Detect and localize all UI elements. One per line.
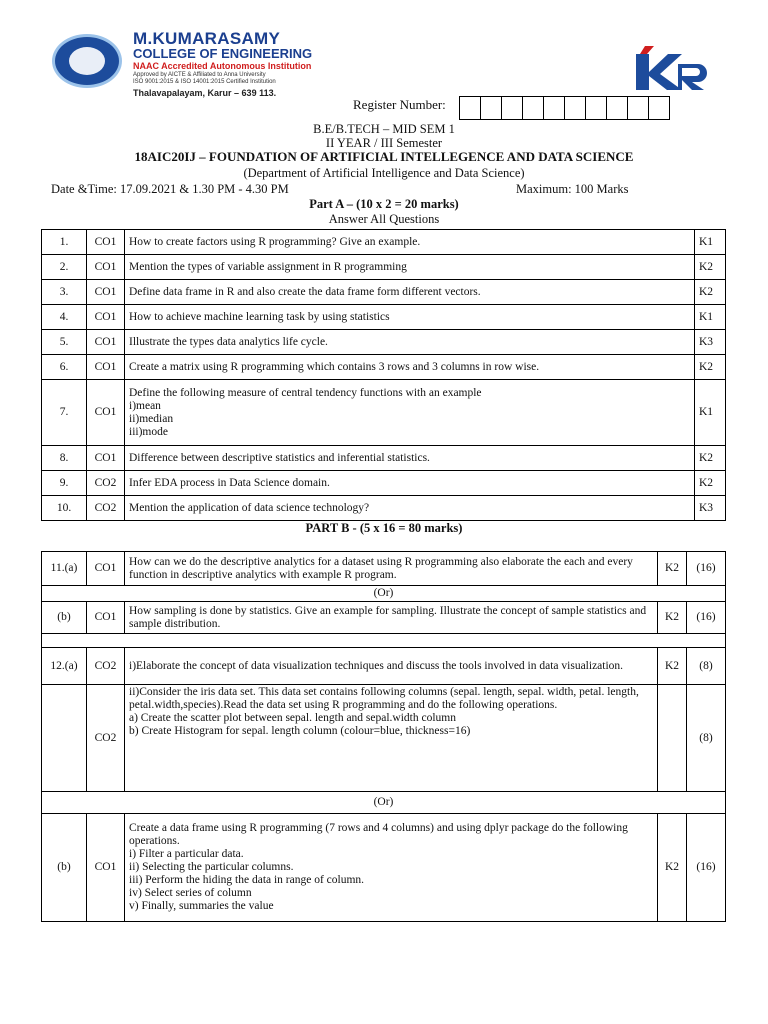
page-header [0, 0, 768, 100]
marks: (16) [687, 602, 726, 634]
table-row [42, 280, 726, 305]
knowledge-level: K1 [695, 230, 726, 255]
blank-row [42, 634, 726, 648]
part-b-table [41, 551, 726, 922]
question-number: 3. [42, 280, 87, 305]
question-number: 6. [42, 355, 87, 380]
table-row [42, 496, 726, 521]
question-number [42, 685, 87, 792]
knowledge-level: K2 [695, 255, 726, 280]
question-text: Difference between descriptive statistics and inferential statistics. [125, 446, 695, 471]
course-title: 18AIC20IJ – FOUNDATION OF ARTIFICIAL INTELLEGENCE AND DATA SCIENCE [134, 149, 634, 164]
marks: (16) [687, 552, 726, 586]
question-text: Infer EDA process in Data Science domain. [125, 471, 695, 496]
question-number: 8. [42, 446, 87, 471]
table-row [42, 602, 726, 634]
question-number: (b) [42, 602, 87, 634]
knowledge-level: K2 [658, 602, 687, 634]
question-text: How can we do the descriptive analytics for a dataset using R programming also elaborate the each and every function in descriptive analytics with example R program. [125, 552, 658, 586]
knowledge-level: K2 [658, 552, 687, 586]
program-line: B.E/B.TECH – MID SEM 1 [313, 122, 455, 136]
table-row [42, 648, 726, 685]
knowledge-level: K2 [695, 471, 726, 496]
question-number: 12.(a) [42, 648, 87, 685]
table-row [42, 330, 726, 355]
question-text: Mention the application of data science technology? [125, 496, 695, 521]
question-number: 2. [42, 255, 87, 280]
or-divider: (Or) [42, 792, 726, 814]
question-text: Define data frame in R and also create the data frame form different vectors. [125, 280, 695, 305]
course-outcome: CO1 [87, 380, 125, 446]
table-row [42, 230, 726, 255]
question-number: 4. [42, 305, 87, 330]
course-outcome: CO2 [87, 685, 125, 792]
table-row [42, 471, 726, 496]
knowledge-level: K2 [695, 446, 726, 471]
college-name: M.KUMARASAMY [133, 29, 281, 48]
question-text: How to achieve machine learning task by using statistics [125, 305, 695, 330]
knowledge-level: K3 [695, 330, 726, 355]
knowledge-level: K2 [658, 648, 687, 685]
or-divider: (Or) [42, 586, 726, 602]
part-b-title: PART B - (5 x 16 = 80 marks) [305, 521, 463, 535]
knowledge-level: K1 [695, 380, 726, 446]
knowledge-level: K2 [695, 280, 726, 305]
question-number: 10. [42, 496, 87, 521]
college-address: Thalavapalayam, Karur – 639 113. [133, 88, 277, 98]
course-outcome: CO1 [87, 814, 125, 922]
marks: (16) [687, 814, 726, 922]
marks: (8) [687, 648, 726, 685]
part-a-title: Part A – (10 x 2 = 20 marks) [309, 197, 459, 211]
course-outcome: CO1 [87, 280, 125, 305]
approval-text: Approved by AICTE & Affiliated to Anna University [133, 72, 266, 78]
table-row [42, 446, 726, 471]
question-number: 7. [42, 380, 87, 446]
course-outcome: CO1 [87, 255, 125, 280]
maximum-marks: Maximum: 100 Marks [516, 182, 629, 196]
question-number: (b) [42, 814, 87, 922]
question-text: Create a matrix using R programming which contains 3 rows and 3 columns in row wise. [125, 355, 695, 380]
course-outcome: CO2 [87, 648, 125, 685]
table-row [42, 305, 726, 330]
question-number: 9. [42, 471, 87, 496]
table-row [42, 685, 726, 792]
table-row [42, 814, 726, 922]
question-text: Illustrate the types data analytics life cycle. [125, 330, 695, 355]
department-line: (Department of Artificial Intelligence and Data Science) [243, 166, 525, 180]
question-number: 5. [42, 330, 87, 355]
college-subtitle: COLLEGE OF ENGINEERING [133, 46, 313, 61]
table-row [42, 380, 726, 446]
college-seal-icon [52, 34, 122, 88]
question-text: Create a data frame using R programming (7 rows and 4 columns) and using dplyr package do the following operations. i) Filter a particular data. ii) Selecting the particular columns. iii) Perform the hiding the data in range of column. iv) Select series of column v) Finally, summaries the value [125, 814, 658, 922]
knowledge-level: K2 [658, 814, 687, 922]
course-outcome: CO1 [87, 355, 125, 380]
knowledge-level: K1 [695, 305, 726, 330]
marks: (8) [687, 685, 726, 792]
knowledge-level: K3 [695, 496, 726, 521]
iso-text: ISO 9001:2015 & ISO 14001:2015 Certified Institution [133, 79, 276, 85]
course-outcome: CO2 [87, 471, 125, 496]
course-outcome: CO1 [87, 602, 125, 634]
table-row [42, 355, 726, 380]
question-number: 1. [42, 230, 87, 255]
kr-logo-icon [632, 44, 712, 92]
course-outcome: CO1 [87, 305, 125, 330]
part-a-table [41, 229, 726, 521]
table-row [42, 634, 726, 648]
knowledge-level [658, 685, 687, 792]
register-number-boxes[interactable] [460, 96, 670, 120]
knowledge-level: K2 [695, 355, 726, 380]
question-text: i)Elaborate the concept of data visualization techniques and discuss the tools involved in data visualization. [125, 648, 658, 685]
course-outcome: CO1 [87, 330, 125, 355]
date-time: Date &Time: 17.09.2021 & 1.30 PM - 4.30 PM [51, 182, 289, 196]
year-line: II YEAR / III Semester [325, 136, 443, 150]
question-text: How to create factors using R programming? Give an example. [125, 230, 695, 255]
part-a-instructions: Answer All Questions [328, 212, 440, 226]
table-row [42, 255, 726, 280]
course-outcome: CO1 [87, 552, 125, 586]
course-outcome: CO2 [87, 496, 125, 521]
question-text: How sampling is done by statistics. Give an example for sampling. Illustrate the concept of sample statistics and sample distribution. [125, 602, 658, 634]
question-text: Define the following measure of central tendency functions with an example i)mean ii)median iii)mode [125, 380, 695, 446]
table-row [42, 792, 726, 814]
table-row [42, 552, 726, 586]
course-outcome: CO1 [87, 230, 125, 255]
college-logo [133, 30, 312, 100]
register-number-label: Register Number: [353, 97, 446, 112]
question-text: ii)Consider the iris data set. This data set contains following columns (sepal. length, sepal. width, petal. length, petal.width,species).Read the data set using R programming and do the following operations. a) Create the scatter plot between sepal. length and sepal.width column b) Create Histogram for sepal. length column (colour=blue, thickness=16) [125, 685, 658, 792]
naac-text: NAAC Accredited Autonomous Institution [133, 61, 312, 71]
question-text: Mention the types of variable assignment in R programming [125, 255, 695, 280]
table-row [42, 586, 726, 602]
question-number: 11.(a) [42, 552, 87, 586]
course-outcome: CO1 [87, 446, 125, 471]
